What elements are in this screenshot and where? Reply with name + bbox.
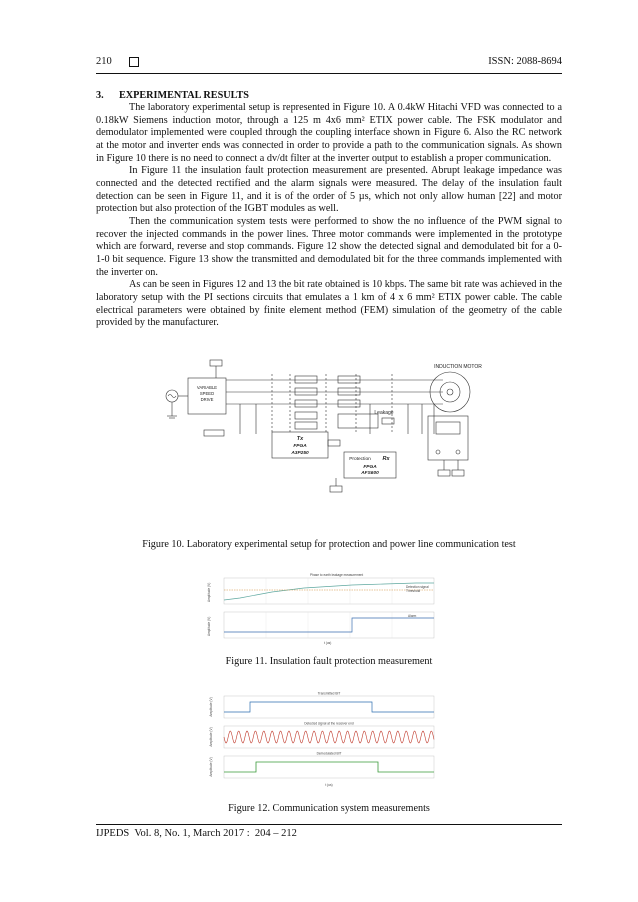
section-title: EXPERIMENTAL RESULTS [119,90,249,101]
figure-12-xlabel: t (us) [325,783,333,787]
protection-label: Protection [349,457,371,462]
body-text [96,102,562,330]
page-number: 210 [96,56,112,67]
figure-12-ylabel-2: Amplitude (V) [209,727,213,747]
alarm-line [224,618,434,632]
tx-chip-label: A3P250 [291,451,309,456]
demodulated-bit-line [224,762,434,772]
figure-11-title: Phase to earth leakage measurement [310,573,364,577]
leakage-label: Leakage [374,410,394,416]
figure-10-caption: Figure 10. Laboratory experimental setup for protection and power line communication test [142,539,516,550]
vsd-box [188,378,226,414]
vsd-label-1: VARIABLE [196,385,218,390]
figure-12-plot [200,690,440,794]
rx-label: Rx [382,456,390,462]
section-heading [96,90,249,101]
issn: ISSN: 2088-8694 [488,56,562,67]
vsd-label-2: SPEED [199,391,215,396]
figure-12-title-2: Detected signal at the receiver end [304,721,354,726]
figure-12-title-1: Transmitted BIT [317,691,341,696]
figure-11-xlabel: t (us) [324,641,332,645]
rx-chip-label: AFS600 [361,471,379,476]
footer-volume: Vol. 8, No. 1, March 2017 : [134,828,250,839]
figure-11-legend-2: Threshold [406,589,421,593]
figure-12-caption: Figure 12. Communication system measurements [228,803,430,814]
figure-11-caption: Figure 11. Insulation fault protection measurement [225,656,433,667]
paragraph-2: In Figure 11 the insulation fault protection measurement are presented. Abrupt leakage impedance was connected and the detected rectified and the alarm signals were measured. The delay of the insulation fault detection can be seen in Figure 11, and it is of the order of 5 µs, which not only allow human [22] and motor protection but also protection of the IGBT modules as well. [96,165,562,215]
header-square-icon [129,57,139,67]
detected-signal-wave [224,731,434,743]
detection-signal-line [224,583,434,600]
header-rule [96,73,562,74]
figure-11-legend-1: Detection signal [406,585,429,589]
motor-label: INDUCTION MOTOR [434,364,482,370]
vsd-label-3: DRIVE [200,397,214,402]
figure-10-schematic [160,356,500,496]
paragraph-3: Then the communication system tests were performed to show the no influence of the PWM signal to recover the injected commands in the power lines. Three motor commands were implemented in the prototype which are forward, reverse and stop commands. Figure 12 show the detected signal and demodulated bit for a 0-1-0 bit sequence. Figure 13 show the transmitted and demodulated bit for the three commands implemented with the inverter on. [96,215,562,278]
rx-fpga-label: FPGA [363,465,377,470]
figure-11-ylabel-bottom: Amplitude (V) [207,616,211,636]
figure-12-title-3: Demodulated BIT [316,751,342,756]
figure-11-legend-alarm: Alarm [408,614,417,618]
page-header [96,56,562,70]
footer-journal: IJPEDS [96,828,130,839]
figure-11-plot [200,572,440,648]
paragraph-4: As can be seen in Figures 12 and 13 the bit rate obtained is 10 kbps. The same bit rate was achieved in the laboratory setup with the PI sections circuits that emulates a 1 km of 4 x 6 mm² ETIX power cable. The cable electrical parameters were obtained by finite element method (FEM) simulation of the geometry of the cable provided by the manufacturer. [96,279,562,329]
transmitted-bit-line [224,702,434,712]
paragraph-1: The laboratory experimental setup is represented in Figure 10. A 0.4kW Hitachi VFD was connected to a 0.18kW Siemens induction motor, through a 125 m 4x6 mm² ETIX power cable. The FSK modulator and demodulator implemented were coupled through the coupling interface shown in Figure 6. Also the RC network at the motor and inverter ends was connected in order to provide a path to the communication signals. As shown in Figure 10 there is no need to connect a dv/dt filter at the inverter output to establish a proper communication. [96,102,562,164]
figure-12-ylabel-3: Amplitude (V) [209,757,213,777]
footer-pages: 204 – 212 [254,828,297,839]
section-number: 3. [96,90,104,101]
tx-label: Tx [296,436,304,442]
tx-fpga-label: FPGA [293,444,307,449]
footer-rule [96,824,562,825]
figure-12-ylabel-1: Amplitude (V) [209,697,213,717]
figure-11-ylabel-top: Amplitude (V) [207,582,211,602]
page-footer [96,828,297,839]
